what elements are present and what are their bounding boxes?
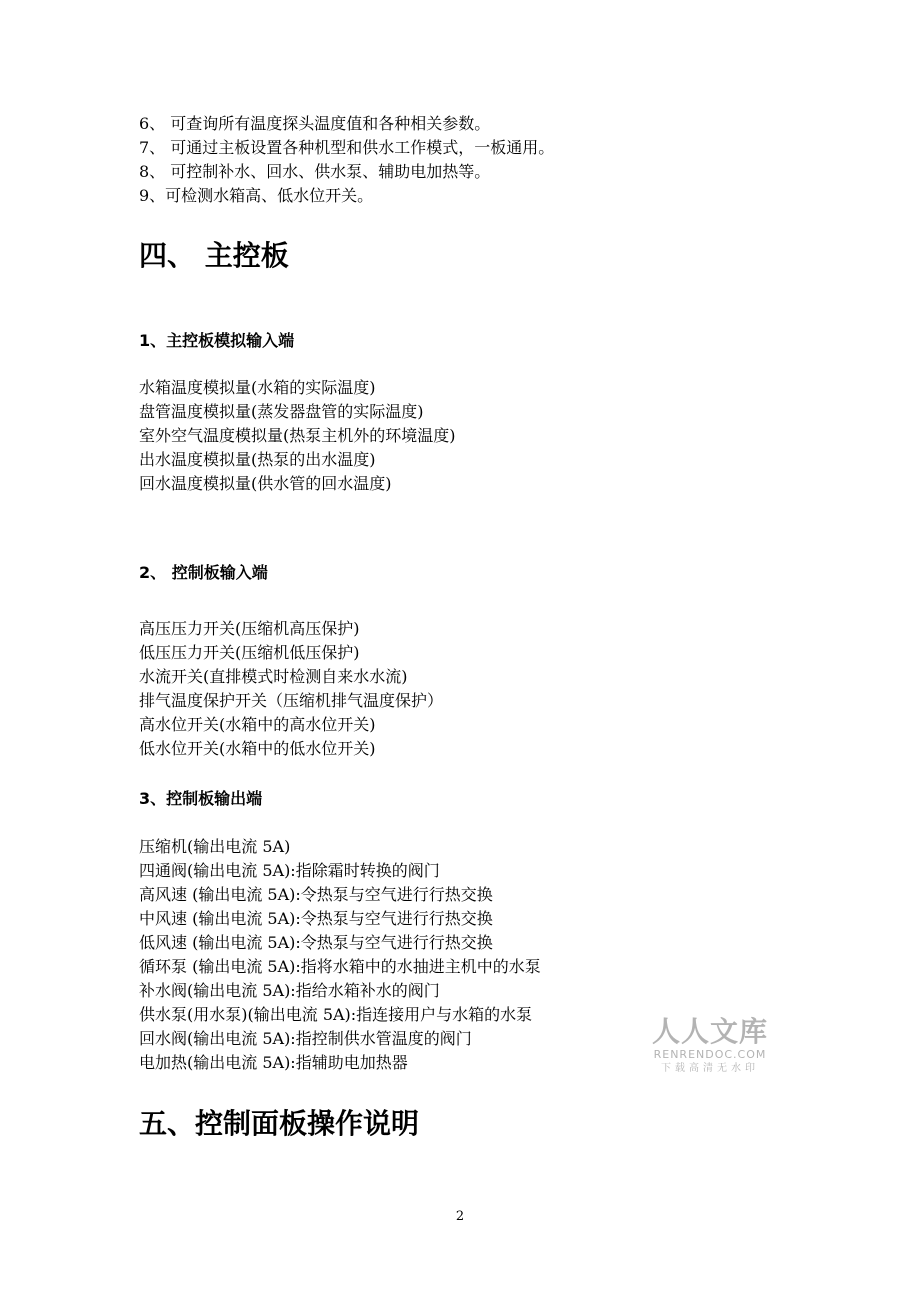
watermark-url: RENRENDOC.COM <box>653 1048 767 1061</box>
list-item: 供水泵(用水泵)(输出电流 5A):指连接用户与水箱的水泵 <box>139 1005 533 1024</box>
subsection-heading: 3、控制板输出端 <box>139 789 263 808</box>
list-item: 低水位开关(水箱中的低水位开关) <box>139 739 376 758</box>
subsection-heading: 1、主控板模拟输入端 <box>139 331 295 350</box>
list-item: 水箱温度模拟量(水箱的实际温度) <box>139 378 376 397</box>
list-item: 室外空气温度模拟量(热泵主机外的环境温度) <box>139 426 456 445</box>
section-heading: 四、 主控板 <box>139 239 289 272</box>
list-item: 出水温度模拟量(热泵的出水温度) <box>139 450 376 469</box>
list-item: 补水阀(输出电流 5A):指给水箱补水的阀门 <box>139 981 440 1000</box>
list-item: 8、 可控制补水、回水、供水泵、辅助电加热等。 <box>139 162 491 181</box>
list-item: 循环泵 (输出电流 5A):指将水箱中的水抽进主机中的水泵 <box>139 957 541 976</box>
subsection-heading: 2、 控制板输入端 <box>139 563 268 582</box>
list-item: 低压压力开关(压缩机低压保护) <box>139 643 360 662</box>
list-item: 低风速 (输出电流 5A):令热泵与空气进行行热交换 <box>139 933 493 952</box>
list-item: 排气温度保护开关（压缩机排气温度保护） <box>139 691 444 710</box>
list-item: 高压压力开关(压缩机高压保护) <box>139 619 360 638</box>
list-item: 中风速 (输出电流 5A):令热泵与空气进行行热交换 <box>139 909 493 928</box>
list-item: 高风速 (输出电流 5A):令热泵与空气进行行热交换 <box>139 885 493 904</box>
list-item: 水流开关(直排模式时检测自来水水流) <box>139 667 408 686</box>
watermark-title: 人人文库 <box>651 1015 768 1048</box>
list-item: 压缩机(输出电流 5A) <box>139 837 291 856</box>
watermark-logo <box>646 1016 774 1076</box>
list-item: 高水位开关(水箱中的高水位开关) <box>139 715 376 734</box>
list-item: 回水温度模拟量(供水管的回水温度) <box>139 474 392 493</box>
list-item: 电加热(输出电流 5A):指辅助电加热器 <box>139 1053 408 1072</box>
list-item: 7、 可通过主板设置各种机型和供水工作模式，一板通用。 <box>139 138 555 157</box>
page-number: 2 <box>455 1209 465 1224</box>
list-item: 盘管温度模拟量(蒸发器盘管的实际温度) <box>139 402 424 421</box>
watermark-subtitle: 下载高清无水印 <box>661 1063 759 1074</box>
section-heading: 五、控制面板操作说明 <box>139 1107 420 1140</box>
list-item: 回水阀(输出电流 5A):指控制供水管温度的阀门 <box>139 1029 472 1048</box>
list-item: 6、 可查询所有温度探头温度值和各种相关参数。 <box>139 114 491 133</box>
list-item: 四通阀(输出电流 5A):指除霜时转换的阀门 <box>139 861 440 880</box>
list-item: 9、可检测水箱高、低水位开关。 <box>139 186 374 205</box>
